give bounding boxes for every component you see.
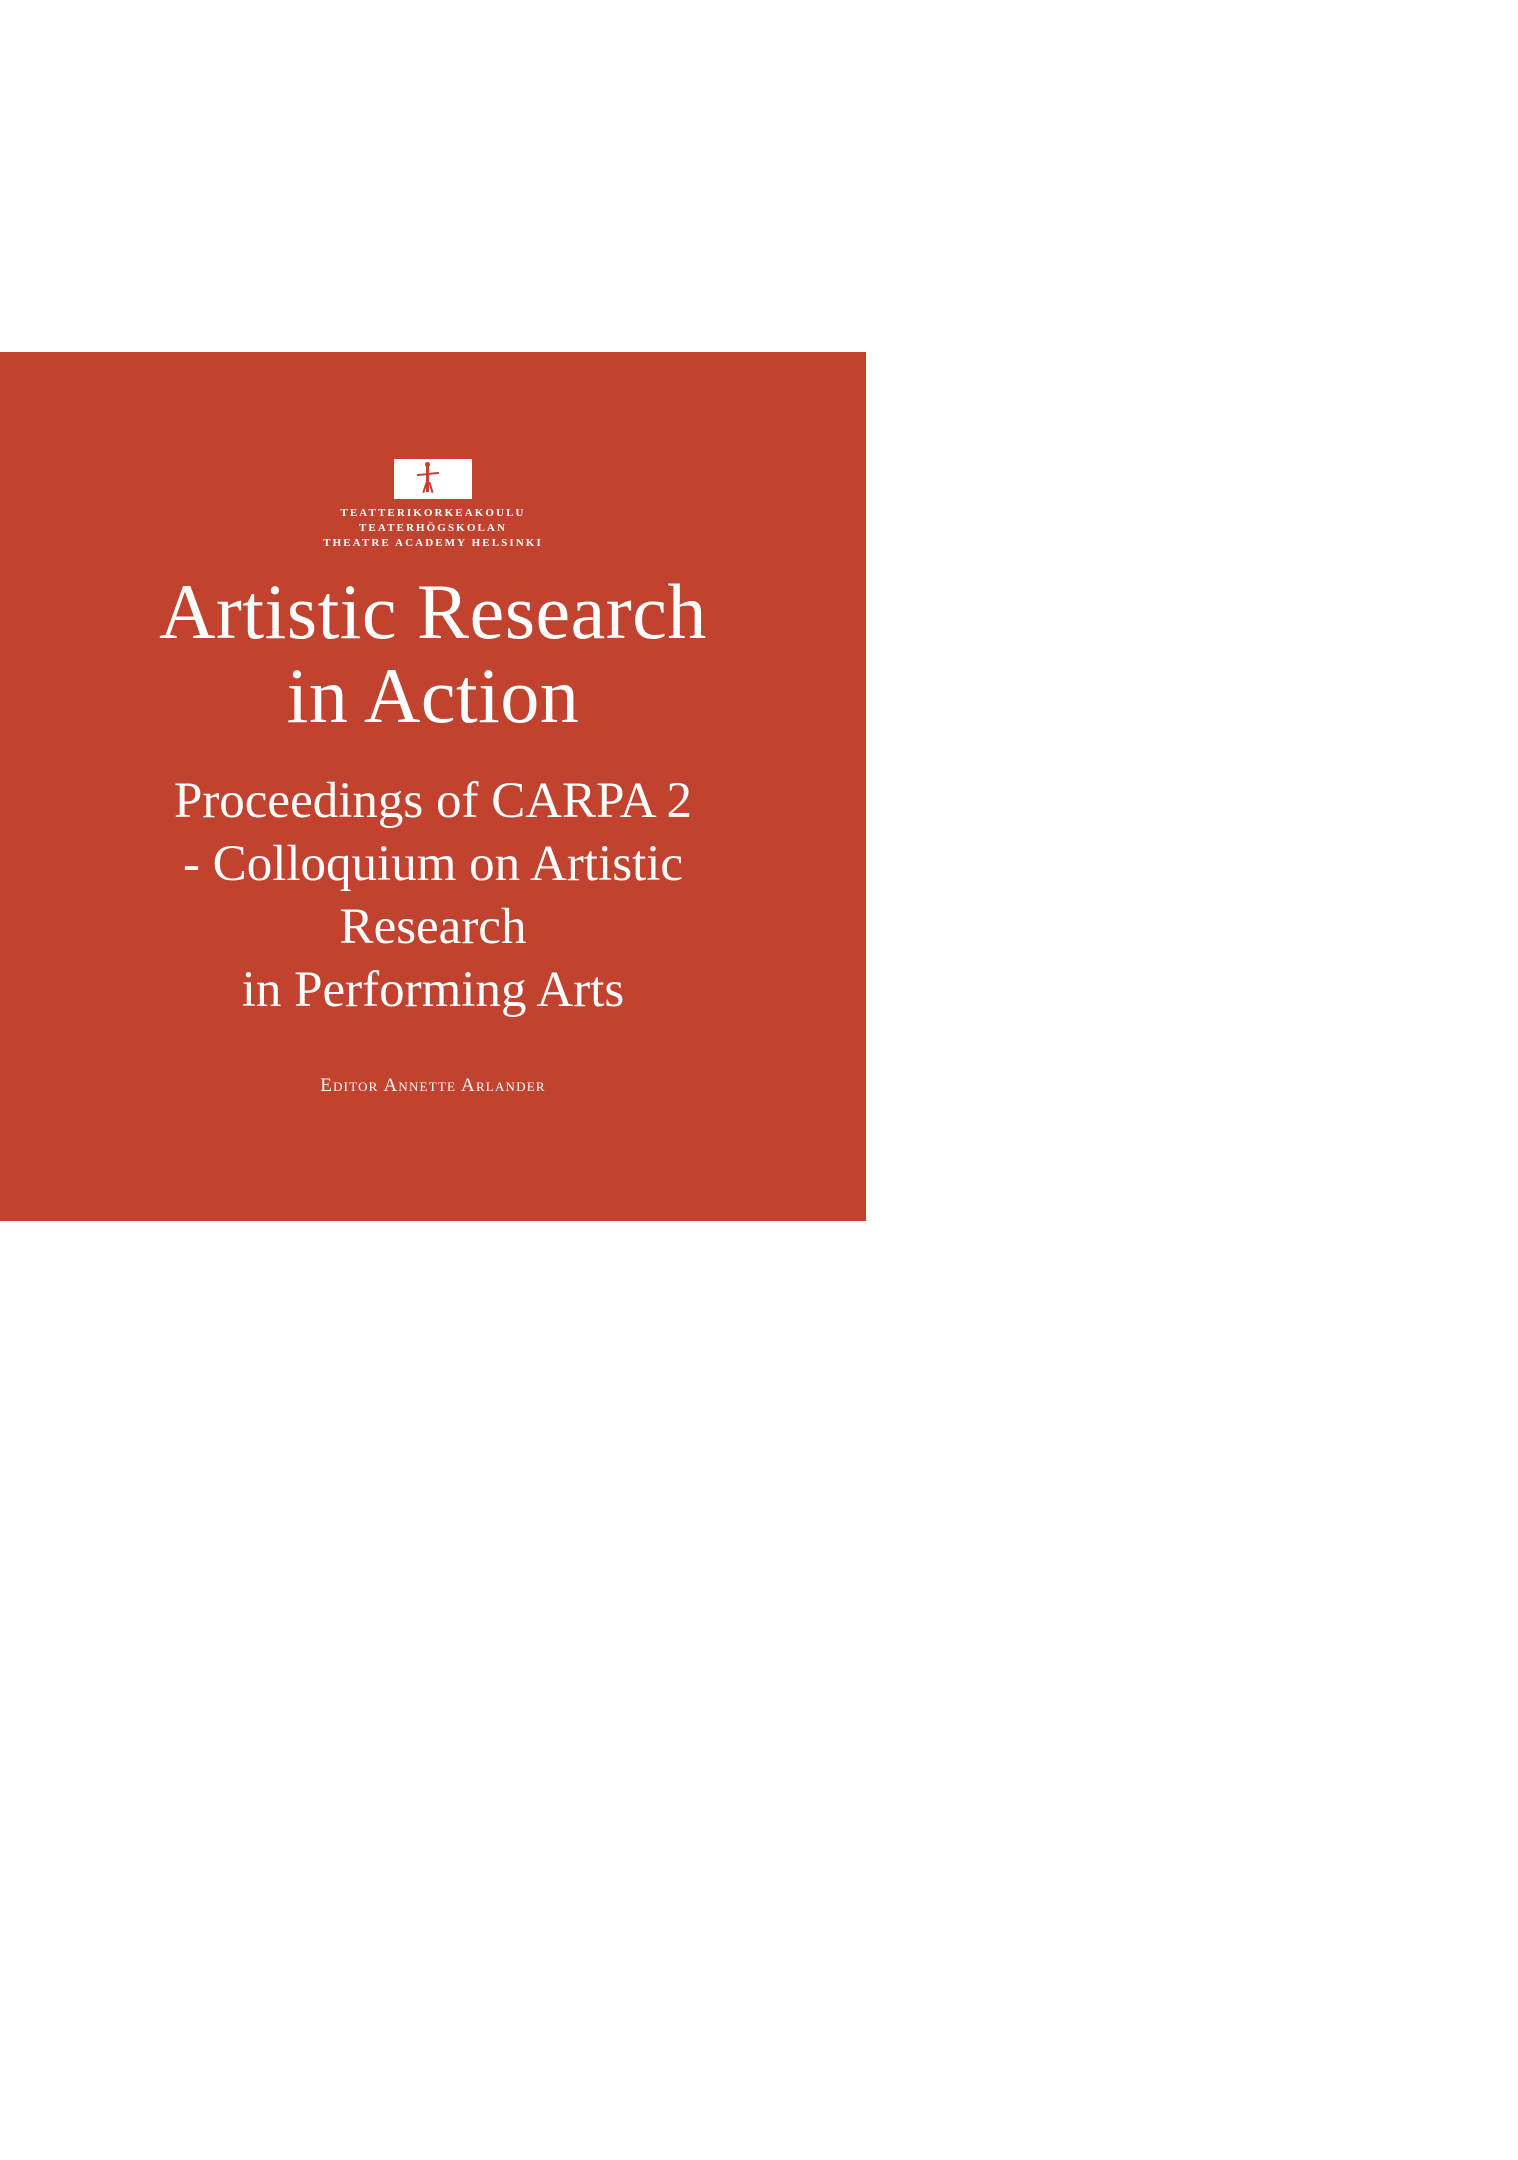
cover-subtitle-line-3: Research (339, 899, 527, 955)
cover-subtitle-line-2: - Colloquium on Artistic (182, 836, 684, 892)
cover-editor-credit: Editor Annette Arlander (320, 1075, 546, 1096)
standing-figure-icon (426, 466, 429, 492)
publisher-logo (0, 459, 866, 551)
logo-text-line-en: THEATRE ACADEMY HELSINKI (323, 537, 543, 549)
cover-subtitle-line-4: in Performing Arts (241, 962, 625, 1018)
cover-title (0, 570, 866, 738)
cover-title-line-1: Artistic Research (159, 568, 707, 655)
logo-text-line-sv: TEATERHÖGSKOLAN (358, 522, 508, 534)
theatre-academy-figure-icon (394, 459, 472, 499)
cover-subtitle (0, 770, 866, 1022)
cover-subtitle-line-1: Proceedings of CARPA 2 (173, 773, 693, 829)
figure-leg-left-icon (422, 482, 427, 493)
book-cover-panel (0, 352, 866, 1221)
figure-leg-right-icon (429, 482, 434, 493)
logo-text-line-fi: TEATTERIKORKEAKOULU (340, 507, 526, 519)
cover-title-line-2: in Action (286, 652, 580, 739)
